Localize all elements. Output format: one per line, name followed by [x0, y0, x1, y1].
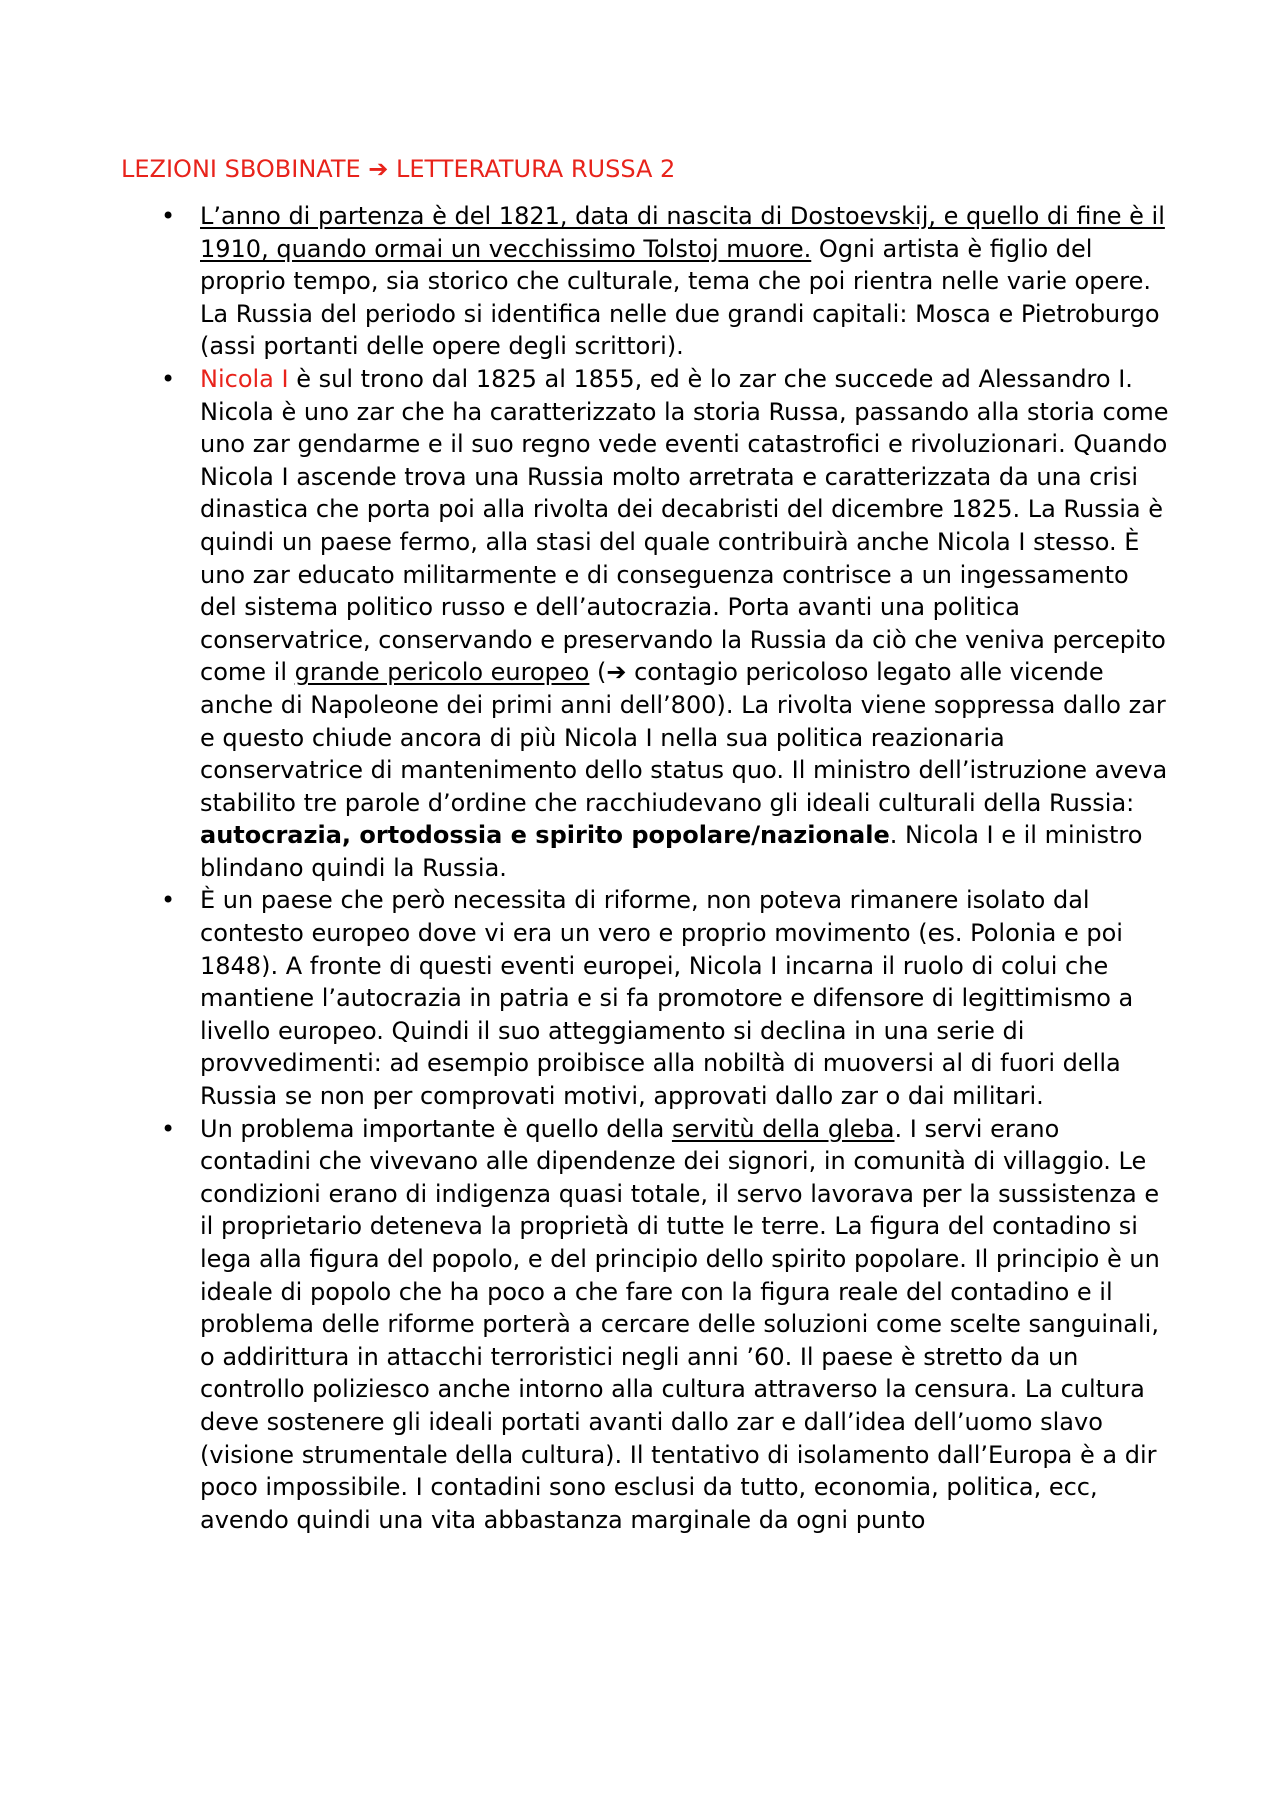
- paragraph-text: . Nicola I e il ministro blindano quindi la Russia.: [200, 821, 1143, 882]
- underlined-phrase: grande pericolo europeo: [294, 658, 590, 687]
- bullet-icon: •: [161, 886, 176, 915]
- paragraph-text: è sul trono dal 1825 al 1855, ed è lo zar che succede ad Alessandro I. Nicola è uno zar che ha caratterizzato la storia Russa, passando alla storia come uno zar gendarme e il suo regno vede eventi catastrofici e rivoluzionari. Quando Nicola I ascende trova una Russia molto arretrata e caratterizzata da una crisi dinastica che porta poi alla rivolta dei decabristi del dicembre 1825. La Russia è quindi un paese fermo, alla stasi del quale contribuirà anche Nicola I stesso. È uno zar educato militarmente e di conseguenza contrisce a un ingessamento del sistema politico russo e dell’autocrazia. Porta avanti una politica conservatrice, conservando e preservando la Russia da ciò che veniva percepito come il: [200, 364, 1169, 687]
- bullet-item-nicola: [0, 363, 1170, 885]
- paragraph-text: (➔ contagio pericoloso legato alle vicende anche di Napoleone dei primi anni dell’800). La rivolta viene soppressa dallo zar e questo chiude ancora di più Nicola I nella sua politica reazionaria conservatrice di mantenimento dello status quo. Il ministro dell’istruzione aveva stabilito tre parole d’ordine che racchiudevano gli ideali culturali della Russia:: [200, 658, 1168, 817]
- bullet-icon: •: [161, 1114, 176, 1143]
- bullet-item-timeframe: [0, 200, 1170, 363]
- underlined-lead: L’anno di partenza è del 1821, data di nascita di Dostoevskij, e quello di fine è il 1910, quando ormai un vecchissimo Tolstoj muore.: [200, 202, 1165, 263]
- red-keyword: Nicola I: [200, 364, 289, 393]
- bullet-icon: •: [161, 364, 176, 393]
- bullet-item-serfdom: [0, 1113, 1170, 1537]
- underlined-phrase: servitù della gleba: [671, 1114, 895, 1143]
- bold-phrase: autocrazia, ortodossia e spirito popolare/nazionale: [200, 821, 890, 850]
- paragraph-text: È un paese che però necessita di riforme, non poteva rimanere isolato dal contesto europeo dove vi era un vero e proprio movimento (es. Polonia e poi 1848). A fronte di questi eventi europei, Nicola I incarna il ruolo di colui che mantiene l’autocrazia in patria e si fa promotore e difensore di legittimismo a livello europeo. Quindi il suo atteggiamento si declina in una serie di provvedimenti: ad esempio proibisce alla nobiltà di muoversi al di fuori della Russia se non per comprovati motivi, approvati dallo zar o dai militari.: [200, 886, 1134, 1111]
- bullet-icon: •: [161, 202, 176, 230]
- paragraph-text: Un problema importante è quello della: [200, 1114, 672, 1143]
- paragraph-text: Ogni artista è figlio del proprio tempo, sia storico che culturale, tema che poi rientra nelle varie opere. La Russia del periodo si identifica nelle due grandi capitali: Mosca e Pietroburgo (assi portanti delle opere degli scrittori).: [200, 234, 1160, 361]
- document-title: LEZIONI SBOBINATE ➔ LETTERATURA RUSSA 2: [121, 155, 676, 183]
- bullet-item-reforms: [0, 884, 1170, 1112]
- paragraph-text: . I servi erano contadini che vivevano alle dipendenze dei signori, in comunità di villaggio. Le condizioni erano di indigenza quasi totale, il servo lavorava per la sussistenza e il proprietario deteneva la proprietà di tutte le terre. La figura del contadino si lega alla figura del popolo, e del principio dello spirito popolare. Il principio è un ideale di popolo che ha poco a che fare con la figura reale del contadino e il problema delle riforme porterà a cercare delle soluzioni come scelte sanguinali, o addirittura in attacchi terroristici negli anni ’60. Il paese è stretto da un controllo poliziesco anche intorno alla cultura attraverso la censura. La cultura deve sostenere gli ideali portati avanti dallo zar e dall’idea dell’uomo slavo (visione strumentale della cultura). Il tentativo di isolamento dall’Europa è a dir poco impossibile. I contadini sono esclusi da tutto, economia, politica, ecc, avendo quindi una vita abbastanza marginale da ogni punto: [200, 1114, 1160, 1534]
- bullet-list: [0, 200, 1170, 1536]
